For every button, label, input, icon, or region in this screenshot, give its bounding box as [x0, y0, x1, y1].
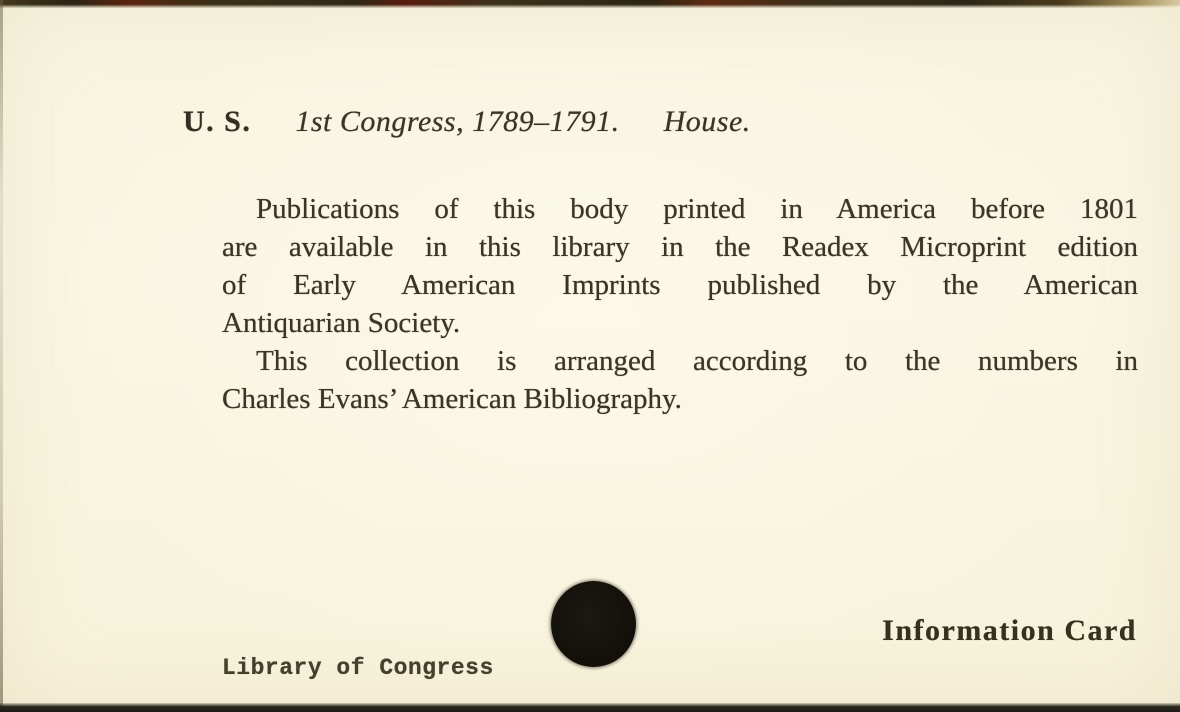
body-line: This collection is arranged according to the numbers in: [256, 345, 1138, 377]
heading-section: House.: [663, 105, 751, 138]
hole-punch: [551, 581, 636, 667]
scan-edge-top: [0, 0, 1180, 8]
paragraph: [222, 190, 1138, 342]
body-line: of Early American Imprints published by the American: [222, 269, 1138, 301]
scan-edge-bottom: [0, 703, 1180, 712]
body-line: are available in this library in the Readex Microprint edition: [222, 231, 1138, 263]
body-line: Publications of this body printed in America before 1801: [256, 193, 1138, 225]
card-body: [222, 190, 1138, 418]
paragraph: [222, 342, 1138, 418]
body-line: Charles Evans’ American Bibliography.: [222, 383, 682, 415]
card-heading: [183, 104, 751, 140]
heading-author: U. S.: [183, 105, 252, 138]
footer-card-type: Information Card: [882, 614, 1137, 647]
footer-institution: Library of Congress: [222, 655, 494, 681]
body-line: Antiquarian Society.: [222, 307, 461, 339]
scan-edge-left: [0, 0, 3, 712]
heading-title: 1st Congress, 1789–1791.: [295, 105, 620, 138]
